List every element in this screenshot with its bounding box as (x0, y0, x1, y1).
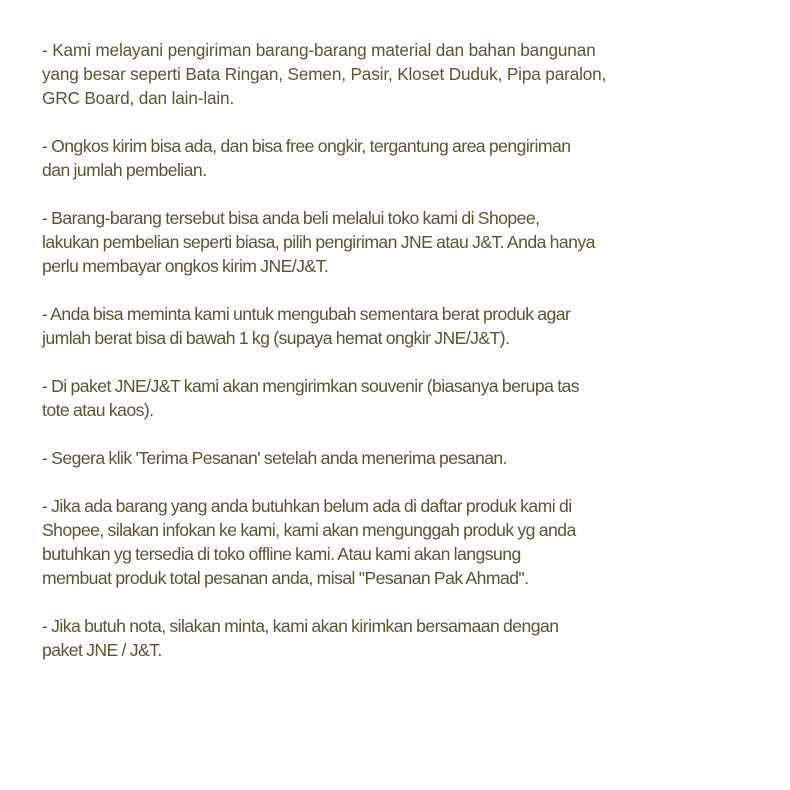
paragraph-material-shipping (42, 38, 752, 110)
text-line: dan jumlah pembelian. (42, 160, 207, 180)
text-line: - Ongkos kirim bisa ada, dan bisa free ongkir, tergantung area pengiriman (42, 136, 571, 156)
paragraph-spacer (42, 350, 752, 374)
text-line: Shopee, silakan infokan ke kami, kami akan mengunggah produk yg anda (42, 520, 576, 540)
text-line: jumlah berat bisa di bawah 1 kg (supaya hemat ongkir JNE/J&T). (42, 328, 510, 348)
paragraph-souvenir (42, 374, 752, 422)
paragraph-spacer (42, 470, 752, 494)
paragraph-product-request (42, 494, 752, 590)
text-line: - Barang-barang tersebut bisa anda beli melalui toko kami di Shopee, (42, 208, 540, 228)
text-line: - Kami melayani pengiriman barang-barang material dan bahan bangunan (42, 40, 596, 60)
text-line: - Anda bisa meminta kami untuk mengubah sementara berat produk agar (42, 304, 571, 324)
text-line: membuat produk total pesanan anda, misal "Pesanan Pak Ahmad". (42, 568, 529, 588)
text-line: tote atau kaos). (42, 400, 154, 420)
text-line: - Jika ada barang yang anda butuhkan belum ada di daftar produk kami di (42, 496, 572, 516)
text-line: perlu membayar ongkos kirim JNE/J&T. (42, 256, 329, 276)
paragraph-accept-order (42, 446, 752, 470)
shipping-info-document (42, 38, 752, 662)
paragraph-invoice (42, 614, 752, 662)
paragraph-weight-adjustment (42, 302, 752, 350)
text-line: butuhkan yg tersedia di toko offline kami. Atau kami akan langsung (42, 544, 521, 564)
paragraph-shipping-cost (42, 134, 752, 182)
paragraph-spacer (42, 590, 752, 614)
paragraph-buy-via-shopee (42, 206, 752, 278)
paragraph-spacer (42, 278, 752, 302)
paragraph-spacer (42, 182, 752, 206)
text-line: lakukan pembelian seperti biasa, pilih pengiriman JNE atau J&T. Anda hanya (42, 232, 595, 252)
text-line: - Jika butuh nota, silakan minta, kami akan kirimkan bersamaan dengan (42, 616, 559, 636)
paragraph-spacer (42, 422, 752, 446)
text-line: - Di paket JNE/J&T kami akan mengirimkan souvenir (biasanya berupa tas (42, 376, 580, 396)
text-line: paket JNE / J&T. (42, 640, 162, 660)
text-line: yang besar seperti Bata Ringan, Semen, Pasir, Kloset Duduk, Pipa paralon, (42, 64, 607, 84)
paragraph-spacer (42, 110, 752, 134)
text-line: GRC Board, dan lain-lain. (42, 88, 235, 108)
text-line: - Segera klik 'Terima Pesanan' setelah anda menerima pesanan. (42, 448, 508, 468)
